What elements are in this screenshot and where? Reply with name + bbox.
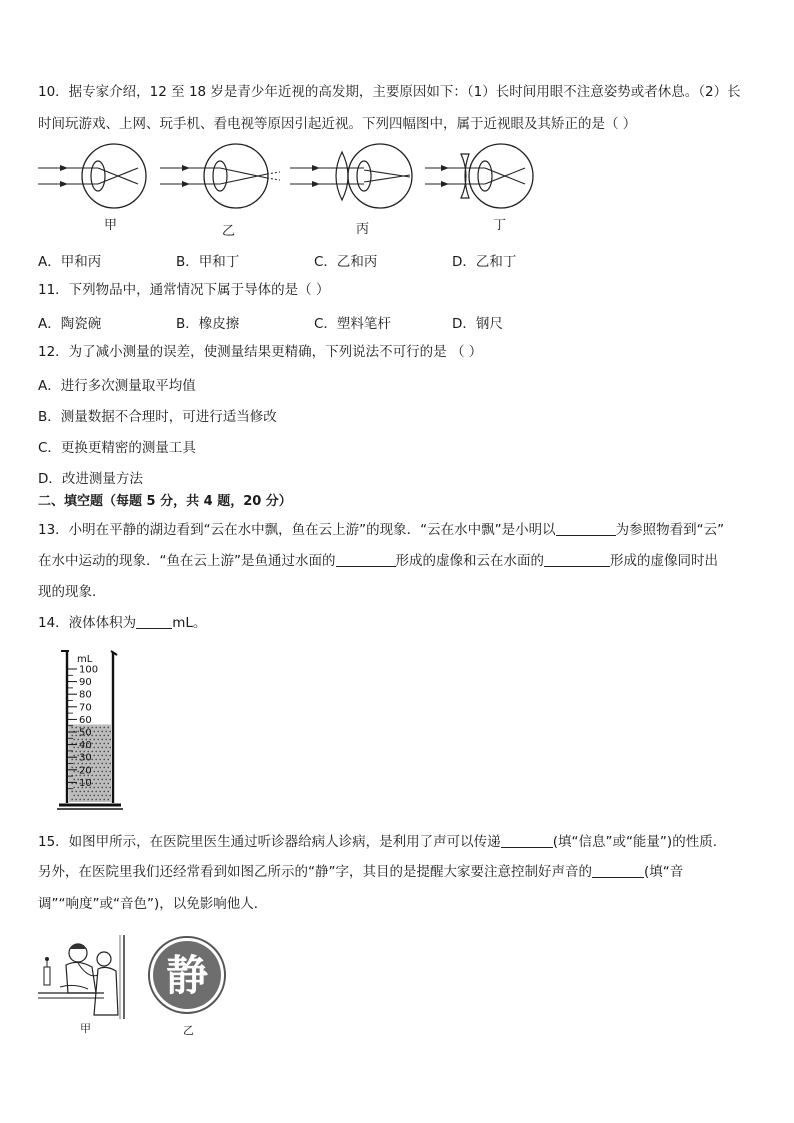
section2-title: 二、填空题（每题 5 分，共 4 题，20 分） bbox=[38, 494, 292, 509]
q11-option-c[interactable]: C．塑料笔杆 bbox=[314, 316, 391, 332]
q14-text-a: 14．液体体积为 bbox=[38, 615, 137, 631]
eye-label-ding: 丁 bbox=[493, 218, 507, 233]
eye-label-yi: 乙 bbox=[222, 224, 236, 239]
cylinder-tick-label: 100 bbox=[79, 664, 99, 676]
q13-text-2c: 形成的虚像同时出 bbox=[610, 553, 718, 569]
quiet-sign-char: 静 bbox=[165, 951, 209, 1000]
eye-label-bing: 丙 bbox=[356, 222, 370, 237]
q15-text-1b: (填“信息”或“能量”)的性质. bbox=[552, 834, 717, 850]
cylinder-tick-label: 10 bbox=[79, 777, 92, 789]
q14-blank[interactable] bbox=[136, 614, 172, 629]
cylinder-unit-label: mL bbox=[77, 654, 93, 665]
eye-diagram-ding bbox=[425, 140, 540, 212]
q14-text-b: mL。 bbox=[172, 615, 207, 631]
q11-option-a[interactable]: A．陶瓷碗 bbox=[38, 316, 102, 332]
q13-text-1a: 13．小明在平静的湖边看到“云在水中飘，鱼在云上游”的现象．“云在水中飘”是小明以 bbox=[38, 522, 556, 538]
q10-option-b[interactable]: B．甲和丁 bbox=[176, 254, 240, 270]
cylinder-tick-label: 20 bbox=[79, 765, 92, 777]
q13-text-2b: 形成的虚像和云在水面的 bbox=[395, 553, 544, 569]
q15-blank-2[interactable] bbox=[592, 863, 644, 878]
quiet-sign bbox=[146, 934, 228, 1016]
cylinder-tick-label: 50 bbox=[79, 727, 92, 739]
cylinder-tick-label: 80 bbox=[79, 689, 92, 701]
graduated-cylinder bbox=[55, 645, 125, 815]
q10-option-c[interactable]: C．乙和丙 bbox=[314, 254, 378, 270]
fig-label-jia: 甲 bbox=[80, 1022, 91, 1035]
q15-blank-1[interactable] bbox=[501, 833, 553, 848]
q13-blank-3[interactable] bbox=[544, 552, 610, 567]
cylinder-tick-label: 40 bbox=[79, 740, 92, 752]
q10-option-d[interactable]: D．乙和丁 bbox=[452, 254, 517, 270]
doctor-stethoscope-illustration bbox=[38, 935, 130, 1023]
q12-option-a[interactable]: A．进行多次测量取平均值 bbox=[38, 378, 196, 394]
q11-stem: 11．下列物品中，通常情况下属于导体的是（ ） bbox=[38, 282, 330, 298]
q13-line2 bbox=[38, 551, 718, 571]
q13-line1 bbox=[38, 520, 724, 540]
q12-option-d[interactable]: D．改进测量方法 bbox=[38, 471, 143, 487]
cylinder-tick-label: 60 bbox=[79, 714, 92, 726]
q12-stem: 12．为了减小测量的误差，使测量结果更精确，下列说法不可行的是 （ ） bbox=[38, 344, 483, 360]
q12-option-b[interactable]: B．测量数据不合理时，可进行适当修改 bbox=[38, 409, 277, 425]
q14-stem bbox=[38, 613, 206, 633]
q15-text-2b: (填“音 bbox=[644, 864, 684, 880]
q15-line2 bbox=[38, 862, 683, 882]
q10-stem-line2: 时间玩游戏、上网、玩手机、看电视等原因引起近视。下列四幅图中，属于近视眼及其矫正的是（ ） bbox=[38, 116, 637, 132]
q13-line3: 现的现象. bbox=[38, 584, 97, 600]
cylinder-tick-label: 70 bbox=[79, 702, 92, 714]
q13-text-2a: 在水中运动的现象．“鱼在云上游”是鱼通过水面的 bbox=[38, 553, 336, 569]
q12-option-c[interactable]: C．更换更精密的测量工具 bbox=[38, 440, 196, 456]
q13-text-1b: 为参照物看到“云” bbox=[615, 522, 725, 538]
eye-diagram-yi bbox=[160, 140, 290, 212]
q10-stem-line1: 10．据专家介绍，12 至 18 岁是青少年近视的高发期，主要原因如下：（1）长时间用眼不注意姿势或者休息。（2）长 bbox=[38, 84, 741, 100]
cylinder-tick-label: 30 bbox=[79, 752, 92, 764]
q13-blank-2[interactable] bbox=[336, 552, 396, 567]
fig-label-yi: 乙 bbox=[183, 1024, 194, 1037]
q13-blank-1[interactable] bbox=[556, 521, 616, 536]
eye-diagram-bing bbox=[290, 140, 420, 212]
eye-label-jia: 甲 bbox=[104, 218, 118, 233]
eye-diagram-jia bbox=[38, 140, 153, 212]
q15-text-1a: 15．如图甲所示，在医院里医生通过听诊器给病人诊病，是利用了声可以传递 bbox=[38, 834, 501, 850]
q10-option-a[interactable]: A．甲和丙 bbox=[38, 254, 102, 270]
q15-text-2a: 另外，在医院里我们还经常看到如图乙所示的“静”字，其目的是提醒大家要注意控制好声音的 bbox=[38, 864, 592, 880]
q11-option-b[interactable]: B．橡皮擦 bbox=[176, 316, 240, 332]
q15-line3: 调”“响度”或“音色”)，以免影响他人． bbox=[38, 896, 268, 912]
q11-option-d[interactable]: D．钢尺 bbox=[452, 316, 503, 332]
cylinder-tick-label: 90 bbox=[79, 677, 92, 689]
q15-line1 bbox=[38, 832, 717, 852]
